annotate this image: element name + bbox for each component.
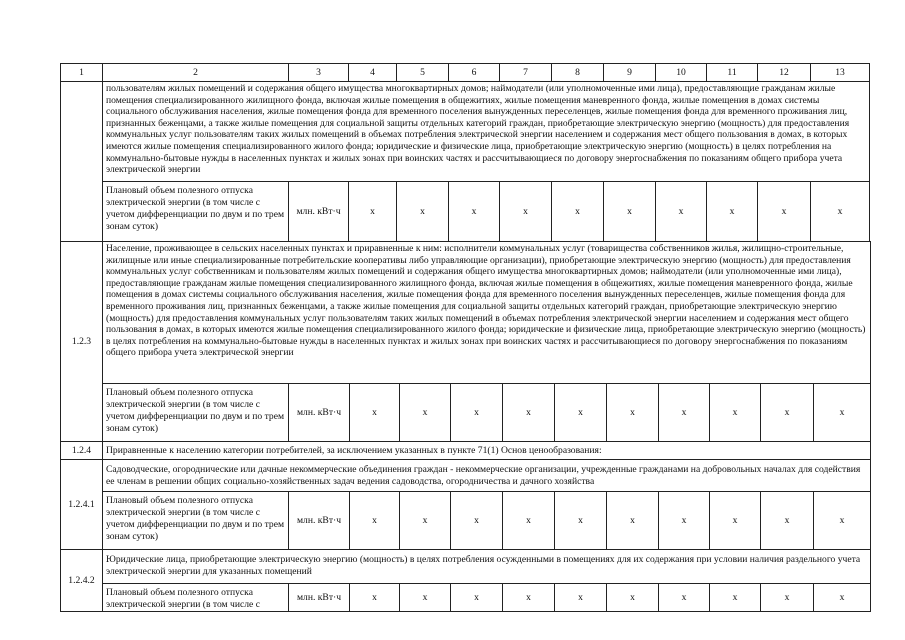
value-cell: x — [503, 492, 555, 550]
value-cell: x — [761, 492, 814, 550]
value-cell: x — [397, 182, 449, 242]
tariff-table-bottom — [60, 241, 871, 612]
value-cell: x — [555, 492, 607, 550]
value-cell: x — [503, 384, 555, 442]
col-num-10: 10 — [656, 64, 707, 82]
row-code-1-2-3: 1.2.3 — [61, 242, 103, 442]
category-row-prev — [61, 82, 870, 182]
value-cell: x — [758, 182, 811, 242]
category-row-1-2-3 — [61, 242, 871, 384]
category-description: Садоводческие, огороднические или дачные некоммерческие объединения граждан - некоммерческие организации, учрежденные гражданами на добровольных началах для содействия ее членам в решении общих социально-хозяйственных задач ведения садоводства, огородничества и дачного хозяйства — [103, 460, 871, 492]
value-cell: x — [659, 492, 710, 550]
category-description: Приравненные к населению категории потребителей, за исключением указанных в пункте 71(1) Основ ценообразования: — [103, 442, 871, 460]
value-cell: x — [555, 384, 607, 442]
col-num-1: 1 — [61, 64, 103, 82]
category-row-1-2-4-1 — [61, 460, 871, 492]
value-cell: x — [500, 182, 552, 242]
tariff-table-top — [60, 63, 870, 242]
value-cell: x — [400, 584, 451, 612]
value-cell: x — [761, 584, 814, 612]
volume-row-1-2-4-1 — [61, 492, 871, 550]
volume-label: Плановый объем полезного отпуска электрической энергии (в том числе с учетом дифференциации по двум и по трем зонам суток) — [103, 182, 289, 242]
value-cell: x — [350, 384, 400, 442]
value-cell: x — [451, 584, 503, 612]
category-description: пользователям жилых помещений и содержания общего имущества многоквартирных домов; наймодатели (или уполномоченные ими лица), предоставляющие гражданам жилые помещения специализированного жилищного фонда, включая жилые помещения в общежитиях, жилые помещения маневренного фонда, жилые помещения в домах системы социального обслуживания населения, жилые помещения фонда для временного поселения вынужденных переселенцев, жилые помещения фонда для временного проживания лиц, признанных беженцами, а также жилые помещения для социальной защиты отдельных категорий граждан, приобретающие электрическую энергию (мощность) для предоставления коммунальных услуг пользователям таких жилых помещений в объемах потребления электрической энергии населением и содержания мест общего пользования в домах, в которых имеются жилые помещения специализированного жилого фонда; юридические и физические лица, приобретающие электрическую энергию (мощность) в целях потребления на коммунально-бытовые нужды в населенных пунктах и жилых зонах при воинских частях и рассчитывающиеся по договору энергоснабжения по показаниям общего прибора учета электрической энергии — [103, 82, 870, 182]
value-cell: x — [604, 182, 656, 242]
volume-row-1-2-4-2 — [61, 584, 871, 612]
col-num-8: 8 — [552, 64, 604, 82]
value-cell: x — [659, 584, 710, 612]
volume-label: Плановый объем полезного отпуска электрической энергии (в том числе с учетом дифференциации по двум и по трем зонам суток) — [103, 492, 289, 550]
value-cell: x — [449, 182, 500, 242]
volume-row-1-2-3 — [61, 384, 871, 442]
col-num-6: 6 — [449, 64, 500, 82]
col-num-13: 13 — [811, 64, 870, 82]
volume-label: Плановый объем полезного отпуска электрической энергии (в том числе с — [103, 584, 289, 612]
value-cell: x — [707, 182, 758, 242]
value-cell: x — [503, 584, 555, 612]
value-cell: x — [400, 384, 451, 442]
row-code-1-2-4: 1.2.4 — [61, 442, 103, 460]
row-code — [61, 82, 103, 242]
value-cell: x — [349, 182, 397, 242]
value-cell: x — [811, 182, 870, 242]
value-cell: x — [659, 384, 710, 442]
unit-cell: млн. кВт·ч — [289, 492, 350, 550]
volume-row-prev — [61, 182, 870, 242]
value-cell: x — [656, 182, 707, 242]
value-cell: x — [607, 384, 659, 442]
value-cell: x — [552, 182, 604, 242]
value-cell: x — [607, 584, 659, 612]
category-row-1-2-4 — [61, 442, 871, 460]
category-description: Население, проживающее в сельских населенных пунктах и приравненные к ним: исполнители коммунальных услуг (товарищества собственников жилья, жилищно-строительные, жилищные или иные специализированные потребительские кооперативы либо управляющие организации), приобретающие электрическую энергию (мощность) для предоставления коммунальных услуг собственникам и пользователям жилых помещений и содержания общего имущества многоквартирных домов; наймодатели (или уполномоченные ими лица), предоставляющие гражданам жилые помещения специализированного жилищного фонда, включая жилые помещения в общежитиях, жилые помещения маневренного фонда, жилые помещения в домах системы социального обслуживания населения, жилые помещения фонда для временного поселения вынужденных переселенцев, жилые помещения фонда для временного проживания лиц, признанных беженцами, а также жилые помещения для социальной защиты отдельных категорий граждан, приобретающие электрическую энергию (мощность) для предоставления коммунальных услуг пользователям таких жилых помещений в объемах потребления электрической энергии населением и содержания мест общего пользования в домах, в которых имеются жилые помещения специализированного жилого фонда; юридические и физические лица, приобретающие электрическую энергию (мощность) в целях потребления на коммунально-бытовые нужды в населенных пунктах и жилых зонах при воинских частях и рассчитывающиеся по договору энергоснабжения по показаниям общего прибора учета электрической энергии — [103, 242, 871, 384]
unit-cell: млн. кВт·ч — [289, 384, 350, 442]
value-cell: x — [350, 492, 400, 550]
value-cell: x — [710, 584, 761, 612]
category-description: Юридические лица, приобретающие электрическую энергию (мощность) в целях потребления осужденными в помещениях для их содержания при условии наличия раздельного учета электрической энергии для указанных помещений — [103, 550, 871, 584]
value-cell: x — [607, 492, 659, 550]
value-cell: x — [710, 384, 761, 442]
volume-label: Плановый объем полезного отпуска электрической энергии (в том числе с учетом дифференциации по двум и по трем зонам суток) — [103, 384, 289, 442]
col-num-7: 7 — [500, 64, 552, 82]
row-code-1-2-4-2: 1.2.4.2 — [61, 550, 103, 612]
value-cell: x — [400, 492, 451, 550]
value-cell: x — [350, 584, 400, 612]
col-num-11: 11 — [707, 64, 758, 82]
unit-cell: млн. кВт·ч — [289, 182, 349, 242]
value-cell: x — [451, 492, 503, 550]
value-cell: x — [814, 492, 871, 550]
category-row-1-2-4-2 — [61, 550, 871, 584]
row-code-1-2-4-1: 1.2.4.1 — [61, 460, 103, 550]
value-cell: x — [761, 384, 814, 442]
col-num-12: 12 — [758, 64, 811, 82]
col-num-3: 3 — [289, 64, 349, 82]
col-num-5: 5 — [397, 64, 449, 82]
value-cell: x — [814, 584, 871, 612]
value-cell: x — [555, 584, 607, 612]
column-number-row — [61, 64, 870, 82]
col-num-2: 2 — [103, 64, 289, 82]
value-cell: x — [451, 384, 503, 442]
col-num-4: 4 — [349, 64, 397, 82]
col-num-9: 9 — [604, 64, 656, 82]
value-cell: x — [814, 384, 871, 442]
unit-cell: млн. кВт·ч — [289, 584, 350, 612]
value-cell: x — [710, 492, 761, 550]
